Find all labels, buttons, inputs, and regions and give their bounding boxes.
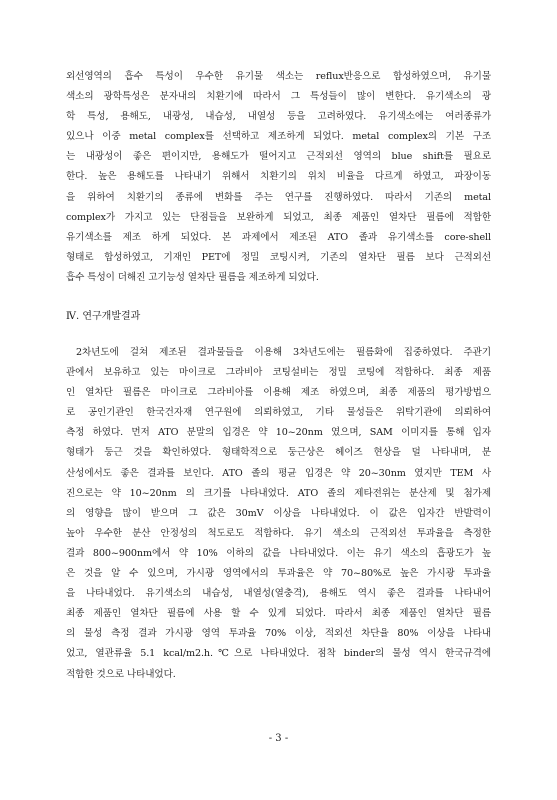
text-line: 은 것을 알 수 있으며, 가시광 영역에서의 투과율은 약 70~80%로 높은 가시광 투과율 [66,568,491,580]
text-line: 적합한 것으로 나타내었다. [66,668,176,680]
text-line: 었고, 열관류율 5.1 kcal/m2.h.℃으로 나타내었다. 점착 binder의 물성 역시 한국규격에 [66,648,491,660]
text-line: complex가 가지고 있는 단점들을 보완하게 되었고, 최종 제품인 열차단 필름에 적합한 [66,211,491,223]
text-line: 산성에서도 좋은 결과를 보인다. ATO 졸의 평균 입경은 약 20~30nm 였지만 TEM 사 [66,467,491,479]
text-line: 학 특성, 용해도, 내광성, 내습성, 내열성 등을 고려하였다. 유기색소에는 여러종류가 [66,111,491,123]
text-line: 형태가 둥근 것을 확인하였다. 형태학적으로 둥근상은 헤이즈 현상을 덜 나타내며, 분 [66,447,491,459]
text-line: 로 공인기관인 한국건자재 연구원에 의뢰하였고, 기타 물성들은 위탁기관에 의뢰하여 [66,407,491,419]
text-line: 흡수 특성이 더해진 고기능성 열차단 필름을 제조하게 되었다. [66,271,319,283]
section-heading: Ⅳ. 연구개발결과 [66,311,141,322]
text-line: 유기색소를 제조 하게 되었다. 본 과제에서 제조된 ATO 졸과 유기색소를 core-shell [66,231,491,243]
text-line: 을 위하여 치환기의 종류에 변화를 주는 연구를 진행하였다. 따라서 기존의 metal [66,191,491,203]
text-line: 색소의 광학특성은 분자내의 치환기에 따라서 그 특성들이 많이 변한다. 유기색소의 광 [66,91,491,103]
text-line: 결과 800~900nm에서 약 10% 이하의 값을 나타내었다. 이는 유기 색소의 흡광도가 높 [66,547,491,559]
text-line: 외선영역의 흡수 특성이 우수한 유기물 색소는 reflux반응으로 합성하였으며, 유기물 [66,71,491,82]
text-line: 있으나 이중 metal complex를 선택하고 제조하게 되었다. metal complex의 기본 구조 [66,131,491,143]
text-line: 의 영향을 많이 받으며 그 값은 30mV 이상을 나타내었다. 이 값은 입자간 반발력이 [66,507,491,519]
text-line: 한다. 높은 용해도를 나타내기 위해서 치환기의 위치 비율을 다르게 하였고, 파장이동 [66,171,491,183]
text-line: 측정 하였다. 먼저 ATO 분말의 입경은 약 10~20nm 였으며, SAM 이미지를 통해 입자 [66,427,491,439]
text-line: 인 열차단 필름은 마이크로 그라비아를 이용해 제조 하였으며, 최종 제품의 평가방법으 [66,387,491,399]
text-line: 최종 제품인 열차단 필름에 사용 할 수 있게 되었다. 따라서 최종 제품인 열차단 필름 [66,608,491,620]
text-line: 는 내광성이 좋은 편이지만, 용해도가 떨어지고 근적외선 영역의 blue shift를 필요로 [66,151,491,163]
page-number: - 3 - [268,733,289,744]
text-line: 형태로 합성하였고, 기재인 PET에 정밀 코팅시켜, 기존의 열차단 필름 보다 근적외선 [66,251,491,263]
text-line: 진으로는 약 10~20nm 의 크기를 나타내었다. ATO 졸의 제타전위는 분산제 및 첨가제 [66,487,491,499]
text-line: 관에서 보유하고 있는 마이크로 그라비아 코팅설비는 정밀 코팅에 적합하다. 최종 제품 [66,367,491,379]
paragraph-intro [66,67,491,288]
paragraph-results [66,343,491,685]
text-line: 2차년도에 걸쳐 제조된 결과물들을 이용해 3차년도에는 필름화에 집중하였다. 주관기 [76,347,491,358]
text-line: 높아 우수한 분산 안정성의 척도로도 적합하다. 유기 색소의 근적외선 투과율을 측정한 [66,527,491,539]
text-line: 의 물성 측정 결과 가시광 영역 투과율 70% 이상, 적외선 차단율 80% 이상을 나타내 [66,628,491,640]
text-line: 을 나타내었다. 유기색소의 내습성, 내열성(열충격), 용해도 역시 좋은 결과를 나타내어 [66,588,491,600]
